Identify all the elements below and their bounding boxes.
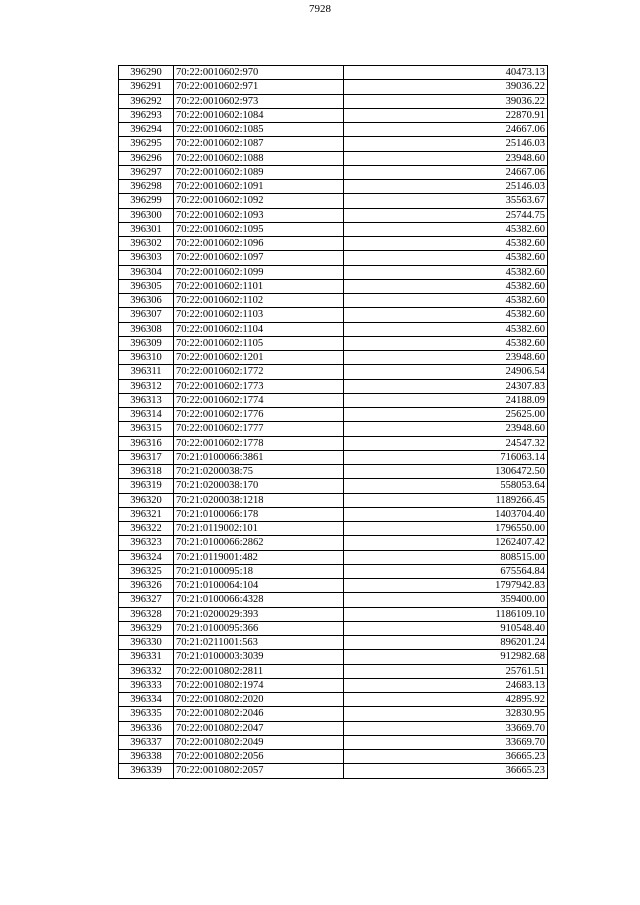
record-number-cell: 396333 bbox=[119, 678, 174, 692]
table-row bbox=[119, 621, 548, 635]
value-cell: 42895.92 bbox=[344, 693, 548, 707]
value-cell: 32830.95 bbox=[344, 707, 548, 721]
cadastral-number-cell: 70:22:0010802:2049 bbox=[174, 735, 344, 749]
table-row bbox=[119, 479, 548, 493]
cadastral-number-cell: 70:22:0010602:1093 bbox=[174, 208, 344, 222]
value-cell: 25744.75 bbox=[344, 208, 548, 222]
cadastral-number-cell: 70:21:0100066:178 bbox=[174, 507, 344, 521]
value-cell: 1306472.50 bbox=[344, 465, 548, 479]
record-number-cell: 396337 bbox=[119, 735, 174, 749]
record-number-cell: 396296 bbox=[119, 151, 174, 165]
table-row bbox=[119, 422, 548, 436]
value-cell: 24906.54 bbox=[344, 365, 548, 379]
value-cell: 45382.60 bbox=[344, 308, 548, 322]
record-number-cell: 396304 bbox=[119, 265, 174, 279]
table-row bbox=[119, 393, 548, 407]
value-cell: 910548.40 bbox=[344, 621, 548, 635]
table-row bbox=[119, 564, 548, 578]
record-number-cell: 396301 bbox=[119, 222, 174, 236]
record-number-cell: 396328 bbox=[119, 607, 174, 621]
table-row bbox=[119, 137, 548, 151]
record-number-cell: 396321 bbox=[119, 507, 174, 521]
cadastral-number-cell: 70:21:0100066:2862 bbox=[174, 536, 344, 550]
value-cell: 24307.83 bbox=[344, 379, 548, 393]
record-number-cell: 396326 bbox=[119, 579, 174, 593]
table-row bbox=[119, 693, 548, 707]
cadastral-number-cell: 70:22:0010802:2811 bbox=[174, 664, 344, 678]
value-cell: 912982.68 bbox=[344, 650, 548, 664]
record-number-cell: 396323 bbox=[119, 536, 174, 550]
table-row bbox=[119, 678, 548, 692]
value-cell: 675564.84 bbox=[344, 564, 548, 578]
cadastral-number-cell: 70:22:0010802:2046 bbox=[174, 707, 344, 721]
table-row bbox=[119, 279, 548, 293]
record-number-cell: 396292 bbox=[119, 94, 174, 108]
value-cell: 23948.60 bbox=[344, 151, 548, 165]
value-cell: 24667.06 bbox=[344, 165, 548, 179]
table-row bbox=[119, 165, 548, 179]
record-number-cell: 396294 bbox=[119, 123, 174, 137]
value-cell: 45382.60 bbox=[344, 294, 548, 308]
record-number-cell: 396327 bbox=[119, 593, 174, 607]
cadastral-number-cell: 70:22:0010602:1088 bbox=[174, 151, 344, 165]
table-row bbox=[119, 721, 548, 735]
record-number-cell: 396290 bbox=[119, 66, 174, 80]
cadastral-number-cell: 70:21:0100064:104 bbox=[174, 579, 344, 593]
value-cell: 716063.14 bbox=[344, 450, 548, 464]
value-cell: 25146.03 bbox=[344, 137, 548, 151]
table-row bbox=[119, 650, 548, 664]
table-row bbox=[119, 66, 548, 80]
cadastral-number-cell: 70:22:0010602:1777 bbox=[174, 422, 344, 436]
cadastral-number-cell: 70:22:0010802:2020 bbox=[174, 693, 344, 707]
value-cell: 23948.60 bbox=[344, 351, 548, 365]
value-cell: 45382.60 bbox=[344, 279, 548, 293]
table-row bbox=[119, 507, 548, 521]
record-number-cell: 396322 bbox=[119, 522, 174, 536]
cadastral-number-cell: 70:21:0100066:3861 bbox=[174, 450, 344, 464]
cadastral-number-cell: 70:22:0010602:1201 bbox=[174, 351, 344, 365]
cadastral-number-cell: 70:22:0010602:1776 bbox=[174, 408, 344, 422]
value-cell: 1403704.40 bbox=[344, 507, 548, 521]
record-number-cell: 396307 bbox=[119, 308, 174, 322]
record-number-cell: 396308 bbox=[119, 322, 174, 336]
cadastral-number-cell: 70:22:0010602:1101 bbox=[174, 279, 344, 293]
table-row bbox=[119, 194, 548, 208]
cadastral-number-cell: 70:21:0200029:393 bbox=[174, 607, 344, 621]
table-row bbox=[119, 436, 548, 450]
value-cell: 24683.13 bbox=[344, 678, 548, 692]
value-cell: 45382.60 bbox=[344, 336, 548, 350]
record-number-cell: 396299 bbox=[119, 194, 174, 208]
record-number-cell: 396335 bbox=[119, 707, 174, 721]
value-cell: 39036.22 bbox=[344, 80, 548, 94]
cadastral-number-cell: 70:22:0010602:1102 bbox=[174, 294, 344, 308]
records-table bbox=[118, 65, 548, 779]
cadastral-number-cell: 70:22:0010602:1085 bbox=[174, 123, 344, 137]
record-number-cell: 396302 bbox=[119, 237, 174, 251]
cadastral-number-cell: 70:22:0010802:2056 bbox=[174, 750, 344, 764]
cadastral-number-cell: 70:21:0200038:75 bbox=[174, 465, 344, 479]
value-cell: 1186109.10 bbox=[344, 607, 548, 621]
record-number-cell: 396306 bbox=[119, 294, 174, 308]
table-row bbox=[119, 750, 548, 764]
table-row bbox=[119, 108, 548, 122]
record-number-cell: 396295 bbox=[119, 137, 174, 151]
value-cell: 40473.13 bbox=[344, 66, 548, 80]
record-number-cell: 396298 bbox=[119, 180, 174, 194]
table-row bbox=[119, 550, 548, 564]
value-cell: 1262407.42 bbox=[344, 536, 548, 550]
table-row bbox=[119, 536, 548, 550]
value-cell: 24547.32 bbox=[344, 436, 548, 450]
value-cell: 45382.60 bbox=[344, 237, 548, 251]
value-cell: 45382.60 bbox=[344, 251, 548, 265]
table-row bbox=[119, 123, 548, 137]
cadastral-number-cell: 70:21:0100003:3039 bbox=[174, 650, 344, 664]
table-row bbox=[119, 465, 548, 479]
table-row bbox=[119, 365, 548, 379]
record-number-cell: 396314 bbox=[119, 408, 174, 422]
value-cell: 33669.70 bbox=[344, 721, 548, 735]
cadastral-number-cell: 70:21:0211001:563 bbox=[174, 636, 344, 650]
value-cell: 23948.60 bbox=[344, 422, 548, 436]
value-cell: 45382.60 bbox=[344, 222, 548, 236]
cadastral-number-cell: 70:22:0010602:1084 bbox=[174, 108, 344, 122]
table-row bbox=[119, 294, 548, 308]
table-row bbox=[119, 735, 548, 749]
record-number-cell: 396317 bbox=[119, 450, 174, 464]
table-row bbox=[119, 180, 548, 194]
record-number-cell: 396330 bbox=[119, 636, 174, 650]
cadastral-number-cell: 70:22:0010802:2047 bbox=[174, 721, 344, 735]
record-number-cell: 396325 bbox=[119, 564, 174, 578]
value-cell: 1796550.00 bbox=[344, 522, 548, 536]
value-cell: 25625.00 bbox=[344, 408, 548, 422]
record-number-cell: 396309 bbox=[119, 336, 174, 350]
cadastral-number-cell: 70:22:0010602:1095 bbox=[174, 222, 344, 236]
value-cell: 24188.09 bbox=[344, 393, 548, 407]
table-row bbox=[119, 80, 548, 94]
value-cell: 1797942.83 bbox=[344, 579, 548, 593]
cadastral-number-cell: 70:21:0100066:4328 bbox=[174, 593, 344, 607]
cadastral-number-cell: 70:22:0010602:1096 bbox=[174, 237, 344, 251]
cadastral-number-cell: 70:22:0010602:971 bbox=[174, 80, 344, 94]
value-cell: 25761.51 bbox=[344, 664, 548, 678]
table-row bbox=[119, 94, 548, 108]
value-cell: 36665.23 bbox=[344, 750, 548, 764]
cadastral-number-cell: 70:22:0010602:1089 bbox=[174, 165, 344, 179]
table-row bbox=[119, 251, 548, 265]
table-row bbox=[119, 707, 548, 721]
record-number-cell: 396336 bbox=[119, 721, 174, 735]
cadastral-number-cell: 70:22:0010602:1774 bbox=[174, 393, 344, 407]
record-number-cell: 396297 bbox=[119, 165, 174, 179]
table-row bbox=[119, 222, 548, 236]
table-row bbox=[119, 664, 548, 678]
cadastral-number-cell: 70:22:0010602:1097 bbox=[174, 251, 344, 265]
table-row bbox=[119, 322, 548, 336]
value-cell: 808515.00 bbox=[344, 550, 548, 564]
table-row bbox=[119, 764, 548, 778]
cadastral-number-cell: 70:22:0010602:1103 bbox=[174, 308, 344, 322]
cadastral-number-cell: 70:22:0010602:1091 bbox=[174, 180, 344, 194]
value-cell: 1189266.45 bbox=[344, 493, 548, 507]
cadastral-number-cell: 70:22:0010802:2057 bbox=[174, 764, 344, 778]
record-number-cell: 396332 bbox=[119, 664, 174, 678]
cadastral-number-cell: 70:22:0010802:1974 bbox=[174, 678, 344, 692]
value-cell: 45382.60 bbox=[344, 322, 548, 336]
value-cell: 558053.64 bbox=[344, 479, 548, 493]
record-number-cell: 396331 bbox=[119, 650, 174, 664]
table-row bbox=[119, 308, 548, 322]
record-number-cell: 396303 bbox=[119, 251, 174, 265]
table-row bbox=[119, 636, 548, 650]
cadastral-number-cell: 70:21:0200038:170 bbox=[174, 479, 344, 493]
table-row bbox=[119, 408, 548, 422]
value-cell: 22870.91 bbox=[344, 108, 548, 122]
cadastral-number-cell: 70:22:0010602:1099 bbox=[174, 265, 344, 279]
value-cell: 896201.24 bbox=[344, 636, 548, 650]
cadastral-number-cell: 70:22:0010602:1092 bbox=[174, 194, 344, 208]
cadastral-number-cell: 70:21:0119001:482 bbox=[174, 550, 344, 564]
page-number: 7928 bbox=[309, 3, 331, 15]
record-number-cell: 396293 bbox=[119, 108, 174, 122]
record-number-cell: 396334 bbox=[119, 693, 174, 707]
record-number-cell: 396338 bbox=[119, 750, 174, 764]
cadastral-number-cell: 70:22:0010602:1104 bbox=[174, 322, 344, 336]
table-row bbox=[119, 607, 548, 621]
cadastral-number-cell: 70:21:0100095:366 bbox=[174, 621, 344, 635]
cadastral-number-cell: 70:22:0010602:1772 bbox=[174, 365, 344, 379]
cadastral-number-cell: 70:22:0010602:1105 bbox=[174, 336, 344, 350]
value-cell: 45382.60 bbox=[344, 265, 548, 279]
record-number-cell: 396311 bbox=[119, 365, 174, 379]
cadastral-number-cell: 70:22:0010602:1087 bbox=[174, 137, 344, 151]
value-cell: 359400.00 bbox=[344, 593, 548, 607]
table-row bbox=[119, 379, 548, 393]
value-cell: 35563.67 bbox=[344, 194, 548, 208]
table-row bbox=[119, 151, 548, 165]
value-cell: 24667.06 bbox=[344, 123, 548, 137]
record-number-cell: 396313 bbox=[119, 393, 174, 407]
record-number-cell: 396300 bbox=[119, 208, 174, 222]
record-number-cell: 396305 bbox=[119, 279, 174, 293]
table-row bbox=[119, 336, 548, 350]
record-number-cell: 396329 bbox=[119, 621, 174, 635]
record-number-cell: 396318 bbox=[119, 465, 174, 479]
value-cell: 33669.70 bbox=[344, 735, 548, 749]
cadastral-number-cell: 70:21:0200038:1218 bbox=[174, 493, 344, 507]
cadastral-number-cell: 70:21:0100095:18 bbox=[174, 564, 344, 578]
record-number-cell: 396339 bbox=[119, 764, 174, 778]
table-row bbox=[119, 493, 548, 507]
cadastral-number-cell: 70:22:0010602:1773 bbox=[174, 379, 344, 393]
record-number-cell: 396291 bbox=[119, 80, 174, 94]
table-row bbox=[119, 579, 548, 593]
record-number-cell: 396320 bbox=[119, 493, 174, 507]
value-cell: 25146.03 bbox=[344, 180, 548, 194]
record-number-cell: 396319 bbox=[119, 479, 174, 493]
record-number-cell: 396310 bbox=[119, 351, 174, 365]
record-number-cell: 396315 bbox=[119, 422, 174, 436]
table-row bbox=[119, 265, 548, 279]
cadastral-number-cell: 70:22:0010602:970 bbox=[174, 66, 344, 80]
record-number-cell: 396312 bbox=[119, 379, 174, 393]
table-row bbox=[119, 237, 548, 251]
cadastral-number-cell: 70:22:0010602:1778 bbox=[174, 436, 344, 450]
table-row bbox=[119, 351, 548, 365]
value-cell: 36665.23 bbox=[344, 764, 548, 778]
records-table-body bbox=[119, 66, 548, 779]
table-row bbox=[119, 593, 548, 607]
record-number-cell: 396316 bbox=[119, 436, 174, 450]
table-row bbox=[119, 522, 548, 536]
table-row bbox=[119, 450, 548, 464]
table-row bbox=[119, 208, 548, 222]
cadastral-number-cell: 70:21:0119002:101 bbox=[174, 522, 344, 536]
cadastral-number-cell: 70:22:0010602:973 bbox=[174, 94, 344, 108]
value-cell: 39036.22 bbox=[344, 94, 548, 108]
record-number-cell: 396324 bbox=[119, 550, 174, 564]
